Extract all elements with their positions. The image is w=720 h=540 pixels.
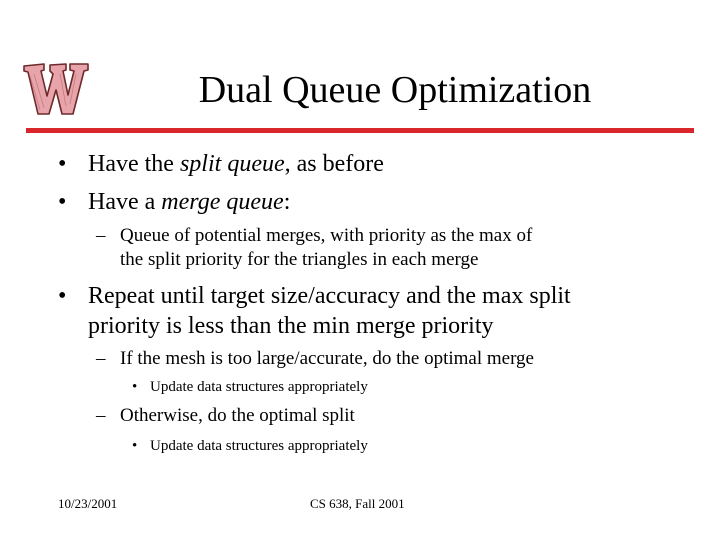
dash-marker: – — [96, 405, 106, 426]
footer-date: 10/23/2001 — [58, 496, 118, 511]
title-divider — [26, 128, 694, 133]
sub-bullet-text: Otherwise, do the optimal split — [120, 405, 355, 426]
bullet-line: Repeat until target size/accuracy and the max split — [88, 283, 571, 309]
footer-course: CS 638, Fall 2001 — [310, 496, 405, 511]
detail-text: Update data structures appropriately — [150, 379, 368, 395]
bullet-text: Have the split queue, as before — [88, 151, 384, 177]
detail-text: Update data structures appropriately — [150, 438, 368, 454]
sub-bullet-line: the split priority for the triangles in each merge — [120, 249, 479, 270]
bullet-marker: • — [132, 379, 138, 395]
sub-bullet-text: If the mesh is too large/accurate, do the optimal merge — [120, 348, 534, 369]
bullet-marker: • — [132, 438, 138, 454]
dash-marker: – — [96, 225, 106, 246]
bullet-text: Have a merge queue: — [88, 189, 291, 215]
w-logo-icon — [20, 52, 92, 124]
slide-title: Dual Queue Optimization — [198, 69, 592, 111]
sub-bullet-line: Queue of potential merges, with priority as the max of — [120, 225, 533, 246]
bullet-marker: • — [58, 189, 67, 215]
dash-marker: – — [96, 348, 106, 369]
bullet-marker: • — [58, 283, 67, 309]
bullet-marker: • — [58, 151, 67, 177]
bullet-line: priority is less than the min merge priority — [88, 313, 494, 339]
